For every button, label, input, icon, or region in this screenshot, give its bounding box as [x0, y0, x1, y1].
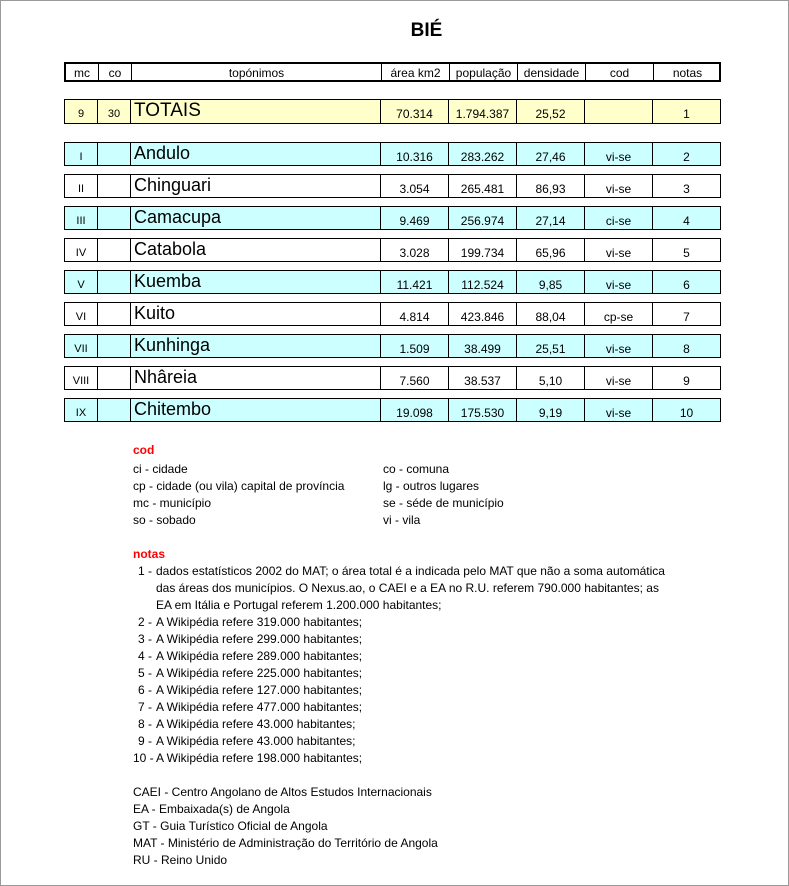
cod-legend-heading: cod	[133, 443, 155, 457]
row-area: 9.469	[381, 207, 449, 229]
note-item	[133, 733, 355, 750]
row-notas: 5	[683, 245, 690, 260]
note-text: A Wikipédia refere 289.000 habitantes;	[156, 649, 363, 663]
cod-legend-left	[133, 461, 344, 529]
table-row	[64, 398, 721, 422]
abbreviation-item: MAT - Ministério de Administração do Território de Angola	[133, 836, 438, 850]
note-number: 9 -	[137, 734, 152, 748]
note-number: 2 -	[137, 615, 152, 629]
row-toponimo: Andulo	[131, 143, 381, 165]
totals-label: TOTAIS	[131, 100, 381, 123]
totals-co: 30	[98, 100, 131, 123]
row-co	[98, 399, 131, 421]
note-item	[133, 750, 362, 767]
row-notas: 2	[683, 149, 690, 164]
row-cod: vi-se	[585, 239, 653, 261]
note-text-continued: EA em Itália e Portugal referem 1.200.000 habitantes;	[156, 598, 442, 612]
row-cod: vi-se	[585, 335, 653, 357]
row-cod: vi-se	[585, 399, 653, 421]
table-header	[64, 62, 721, 82]
note-item-1	[133, 563, 723, 614]
note-item	[133, 682, 362, 699]
row-densidade: 65,96	[517, 239, 585, 261]
row-populacao: 38.499	[449, 335, 517, 357]
row-densidade: 88,04	[517, 303, 585, 325]
legend-item: co - comuna	[383, 462, 450, 476]
row-mc: IX	[65, 399, 98, 421]
note-text: A Wikipédia refere 43.000 habitantes;	[156, 717, 356, 731]
row-area: 19.098	[381, 399, 449, 421]
header-toponimos: topónimos	[132, 64, 382, 80]
row-cod: vi-se	[585, 143, 653, 165]
note-text: A Wikipédia refere 43.000 habitantes;	[156, 734, 356, 748]
abbreviation-item: CAEI - Centro Angolano de Altos Estudos Internacionais	[133, 785, 432, 799]
table-row	[64, 334, 721, 358]
row-area: 3.054	[381, 175, 449, 197]
row-cod: vi-se	[585, 175, 653, 197]
header-populacao: população	[450, 64, 518, 80]
row-co	[98, 303, 131, 325]
note-text: A Wikipédia refere 299.000 habitantes;	[156, 632, 363, 646]
row-cod: ci-se	[585, 207, 653, 229]
note-text: A Wikipédia refere 225.000 habitantes;	[156, 666, 363, 680]
row-densidade: 9,85	[517, 271, 585, 293]
row-densidade: 86,93	[517, 175, 585, 197]
row-co	[98, 143, 131, 165]
row-cod: vi-se	[585, 367, 653, 389]
row-notas: 8	[683, 341, 690, 356]
row-co	[98, 335, 131, 357]
row-mc: V	[65, 271, 98, 293]
row-populacao: 38.537	[449, 367, 517, 389]
row-toponimo: Chinguari	[131, 175, 381, 197]
row-densidade: 5,10	[517, 367, 585, 389]
header-area: área km2	[382, 64, 450, 80]
row-co	[98, 367, 131, 389]
table-row	[64, 366, 721, 390]
note-number: 6 -	[137, 683, 152, 697]
note-number: 10 -	[133, 751, 154, 765]
row-co	[98, 271, 131, 293]
row-populacao: 423.846	[449, 303, 517, 325]
table-row	[64, 206, 721, 230]
row-toponimo: Kuito	[131, 303, 381, 325]
row-populacao: 256.974	[449, 207, 517, 229]
note-text: A Wikipédia refere 319.000 habitantes;	[156, 615, 363, 629]
row-mc: III	[65, 207, 98, 229]
note-number: 3 -	[137, 632, 152, 646]
row-co	[98, 207, 131, 229]
totals-cod	[585, 100, 653, 123]
legend-item: ci - cidade	[133, 462, 188, 476]
legend-item: so - sobado	[133, 513, 196, 527]
row-cod: vi-se	[585, 271, 653, 293]
row-cod: cp-se	[585, 303, 653, 325]
row-toponimo: Kunhinga	[131, 335, 381, 357]
row-area: 3.028	[381, 239, 449, 261]
row-mc: VIII	[65, 367, 98, 389]
row-densidade: 27,46	[517, 143, 585, 165]
note-item	[133, 648, 362, 665]
row-toponimo: Chitembo	[131, 399, 381, 421]
row-mc: II	[65, 175, 98, 197]
row-populacao: 283.262	[449, 143, 517, 165]
row-area: 10.316	[381, 143, 449, 165]
row-notas: 4	[683, 213, 690, 228]
row-densidade: 25,51	[517, 335, 585, 357]
row-notas: 3	[683, 181, 690, 196]
note-item	[133, 665, 362, 682]
note-text: A Wikipédia refere 198.000 habitantes;	[156, 751, 363, 765]
cod-legend-right	[383, 461, 504, 529]
row-densidade: 9,19	[517, 399, 585, 421]
row-mc: IV	[65, 239, 98, 261]
row-toponimo: Kuemba	[131, 271, 381, 293]
row-populacao: 112.524	[449, 271, 517, 293]
totals-notas: 1	[683, 107, 690, 121]
note-text: A Wikipédia refere 127.000 habitantes;	[156, 683, 363, 697]
note-item	[133, 614, 362, 631]
row-toponimo: Catabola	[131, 239, 381, 261]
table-row	[64, 238, 721, 262]
totals-populacao: 1.794.387	[449, 100, 517, 123]
row-area: 4.814	[381, 303, 449, 325]
row-populacao: 175.530	[449, 399, 517, 421]
row-densidade: 27,14	[517, 207, 585, 229]
legend-item: vi - vila	[383, 513, 421, 527]
row-area: 7.560	[381, 367, 449, 389]
totals-mc: 9	[65, 100, 98, 123]
row-notas: 9	[683, 373, 690, 388]
table-row	[64, 142, 721, 166]
note-number: 8 -	[137, 717, 152, 731]
note-item	[133, 631, 362, 648]
note-item	[133, 699, 362, 716]
row-notas: 7	[683, 309, 690, 324]
note-text: A Wikipédia refere 477.000 habitantes;	[156, 700, 363, 714]
abbreviation-item: RU - Reino Unido	[133, 853, 228, 867]
row-co	[98, 239, 131, 261]
note-number: 4 -	[137, 649, 152, 663]
row-toponimo: Nhâreia	[131, 367, 381, 389]
header-mc: mc	[66, 64, 99, 80]
header-cod: cod	[586, 64, 654, 80]
table-row	[64, 174, 721, 198]
legend-item: cp - cidade (ou vila) capital de província	[133, 479, 345, 493]
note-number: 5 -	[137, 666, 152, 680]
row-mc: VI	[65, 303, 98, 325]
legend-item: mc - município	[133, 496, 212, 510]
row-notas: 6	[683, 277, 690, 292]
row-area: 11.421	[381, 271, 449, 293]
abbreviation-item: EA - Embaixada(s) de Angola	[133, 802, 290, 816]
header-co: co	[99, 64, 132, 80]
row-area: 1.509	[381, 335, 449, 357]
totals-densidade: 25,52	[517, 100, 585, 123]
legend-item: lg - outros lugares	[383, 479, 480, 493]
row-populacao: 199.734	[449, 239, 517, 261]
row-notas: 10	[679, 405, 694, 420]
notas-heading: notas	[133, 547, 166, 561]
page-title: BIÉ	[410, 20, 443, 41]
note-number: 7 -	[137, 700, 152, 714]
row-populacao: 265.481	[449, 175, 517, 197]
row-toponimo: Camacupa	[131, 207, 381, 229]
table-row	[64, 270, 721, 294]
header-notas: notas	[672, 65, 703, 80]
note-item	[133, 716, 355, 733]
header-densidade: densidade	[518, 64, 586, 80]
totals-area: 70.314	[381, 100, 449, 123]
note-number: 1 -	[137, 564, 152, 578]
row-mc: I	[65, 143, 98, 165]
legend-item: se - séde de município	[383, 496, 504, 510]
row-co	[98, 175, 131, 197]
totals-row	[64, 99, 721, 124]
note-text-continued: das áreas dos municípios. O Nexus.ao, o CAEI e a EA no R.U. referem 790.000 habitantes; as	[156, 581, 659, 595]
note-text: dados estatísticos 2002 do MAT; o área total é a indicada pelo MAT que não a soma automática	[156, 564, 665, 578]
abbreviation-item: GT - Guia Turístico Oficial de Angola	[133, 819, 328, 833]
table-row	[64, 302, 721, 326]
row-mc: VII	[65, 335, 98, 357]
